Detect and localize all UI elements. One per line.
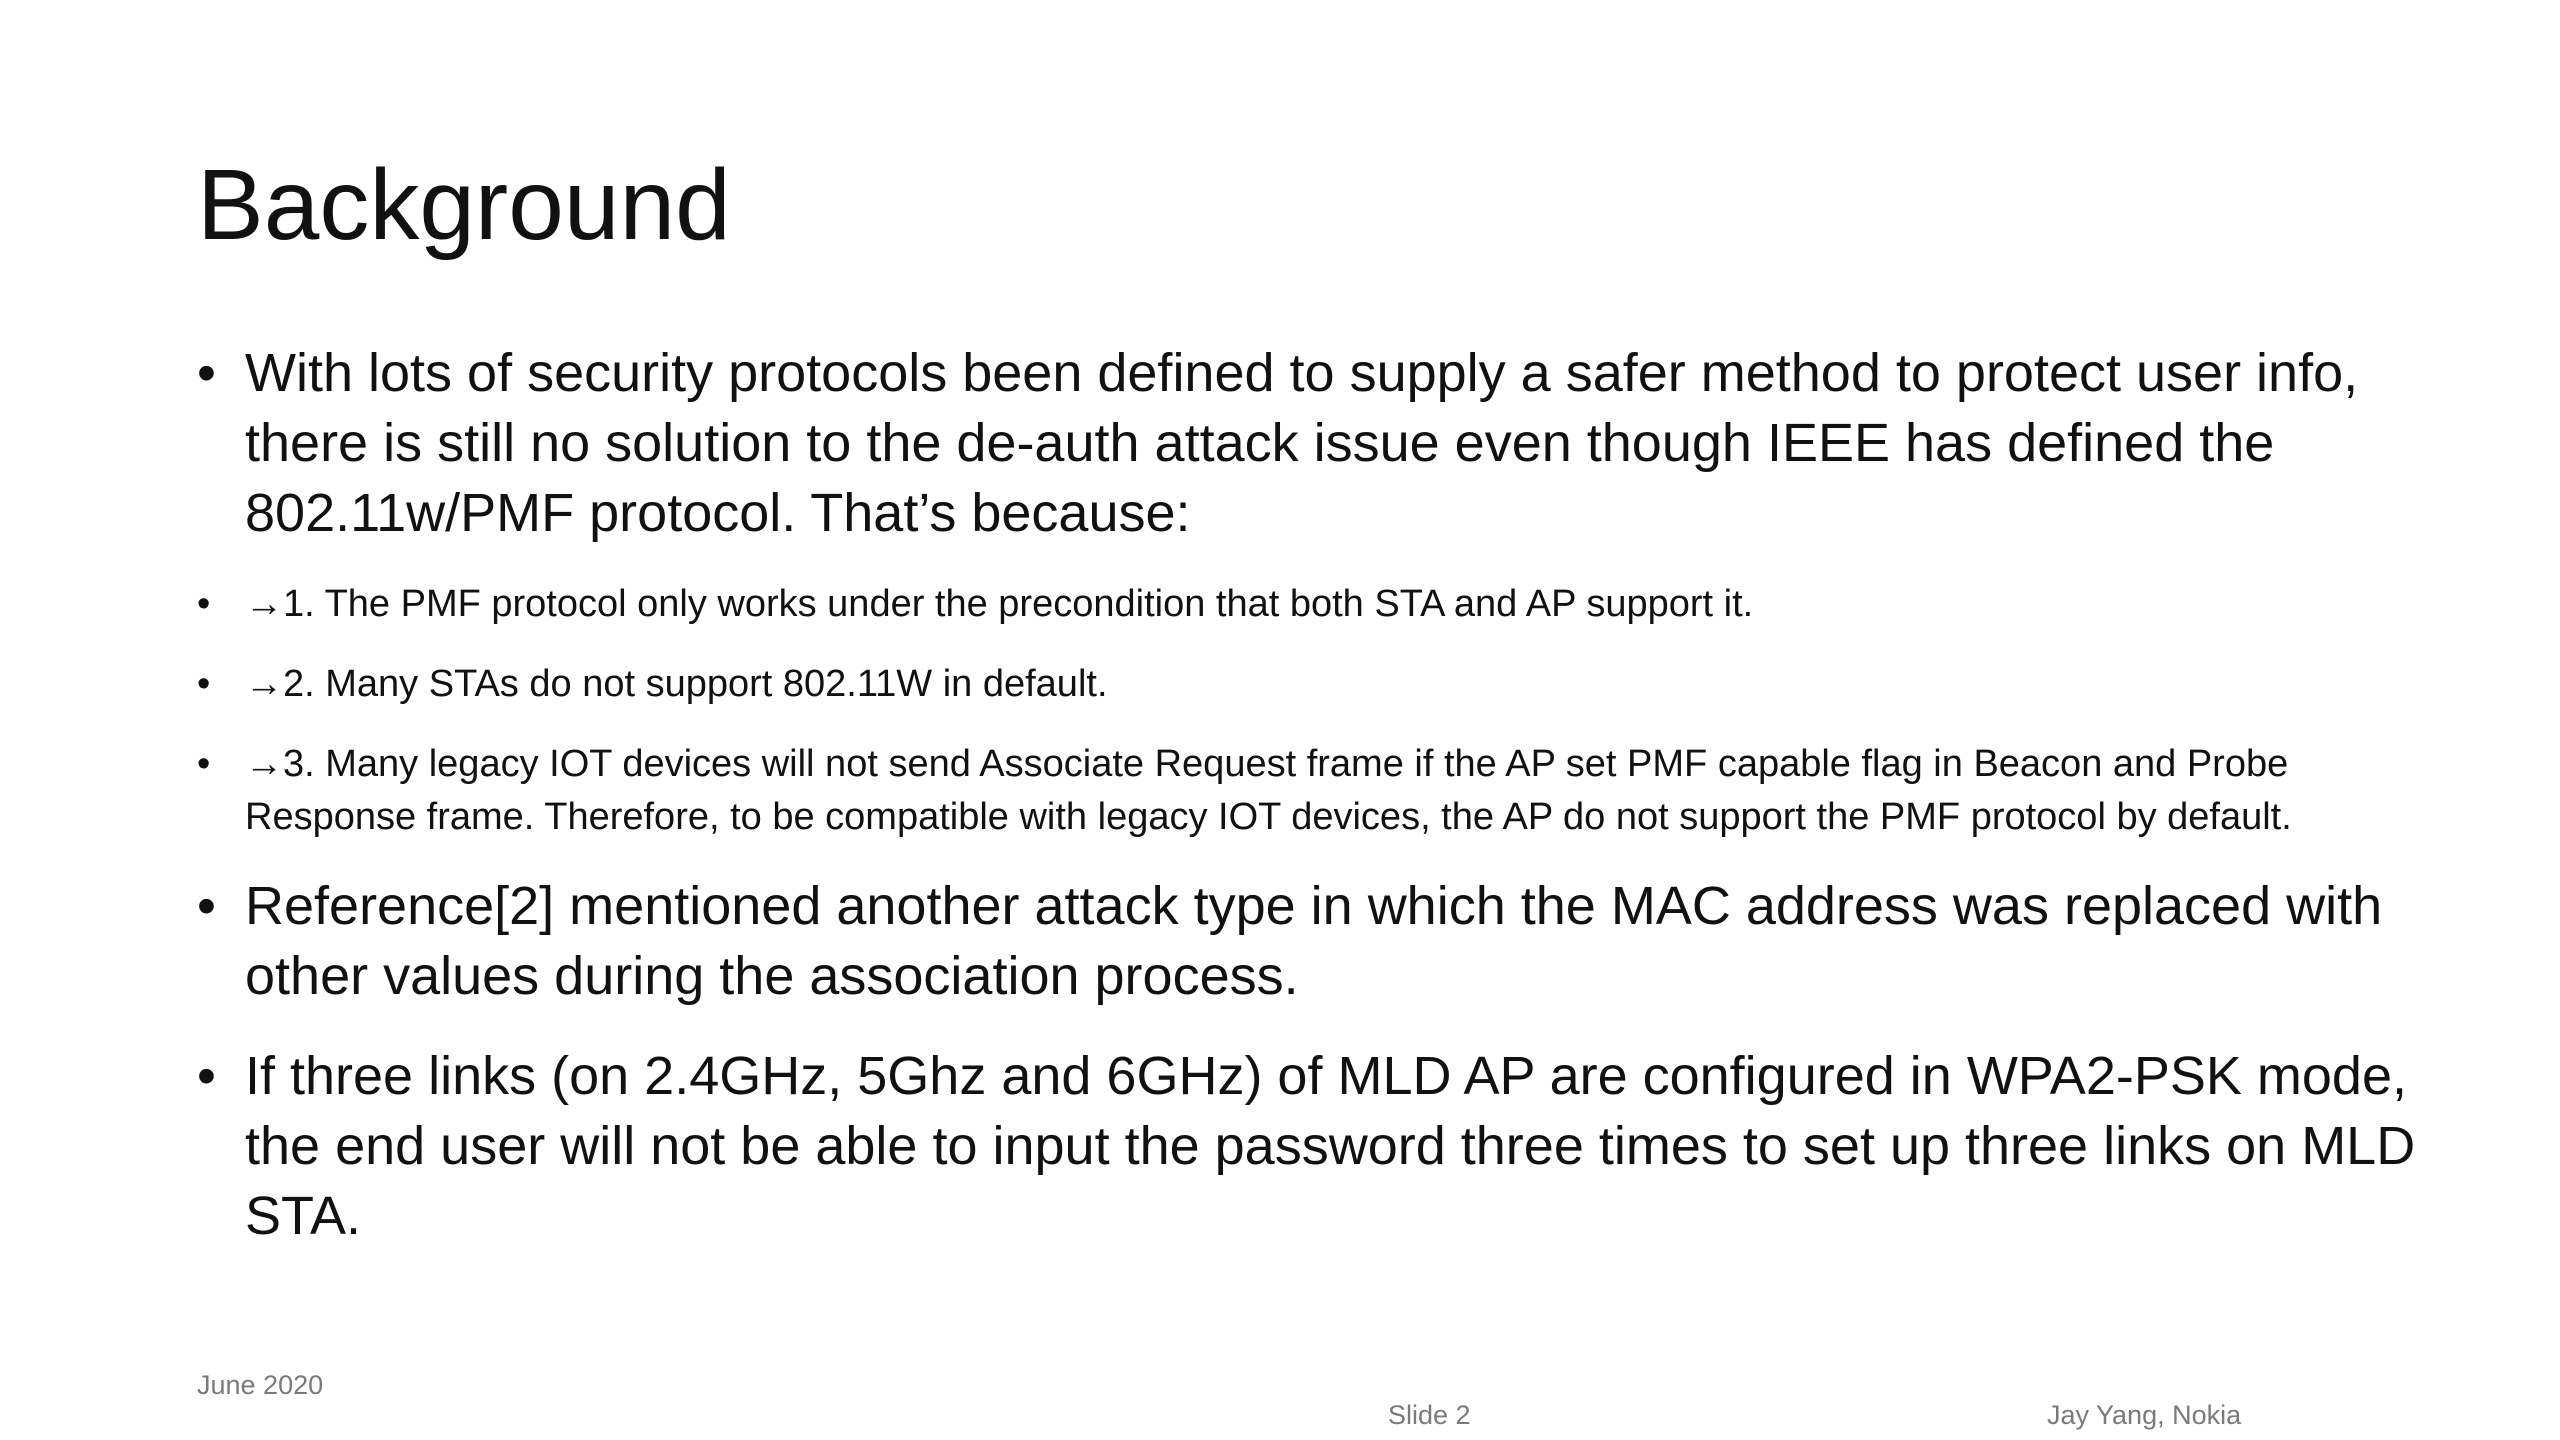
bullet-marker: • [197, 343, 216, 403]
bullet-item [197, 578, 2417, 631]
bullet-text: With lots of security protocols been defined to supply a safer method to protect user info, there is still no solution to the de-auth attack issue even though IEEE has defined the 802.11w/PMF protocol. That’s because: [245, 343, 2359, 543]
bullet-item [197, 658, 2417, 711]
bullet-text: →1. The PMF protocol only works under the precondition that both STA and AP support it. [245, 583, 1754, 625]
bullet-item [197, 871, 2417, 1011]
bullet-item [197, 1041, 2417, 1251]
bullet-marker: • [197, 876, 216, 936]
bullet-text: →3. Many legacy IOT devices will not send Associate Request frame if the AP set PMF capable flag in Beacon and Probe Response frame. Therefore, to be compatible with legacy IOT devices, the AP do not support the PMF protocol by default. [245, 743, 2292, 838]
footer-slide-number: Slide 2 [1388, 1400, 1471, 1430]
bullet-marker: • [197, 1046, 216, 1106]
bullet-item [197, 738, 2417, 844]
bullet-marker: • [197, 583, 211, 625]
footer-author: Jay Yang, Nokia [2047, 1400, 2242, 1430]
bullet-list [197, 338, 2417, 1281]
bullet-text: If three links (on 2.4GHz, 5Ghz and 6GHz) of MLD AP are configured in WPA2-PSK mode, the end user will not be able to input the password three times to set up three links on MLD STA. [245, 1046, 2416, 1246]
bullet-marker: • [197, 663, 211, 705]
slide-title: Background [197, 149, 731, 261]
bullet-text: Reference[2] mentioned another attack type in which the MAC address was replaced with other values during the association process. [245, 876, 2383, 1006]
bullet-item [197, 338, 2417, 548]
bullet-text: →2. Many STAs do not support 802.11W in default. [245, 663, 1108, 705]
bullet-marker: • [197, 743, 211, 785]
footer-date: June 2020 [197, 1370, 324, 1400]
